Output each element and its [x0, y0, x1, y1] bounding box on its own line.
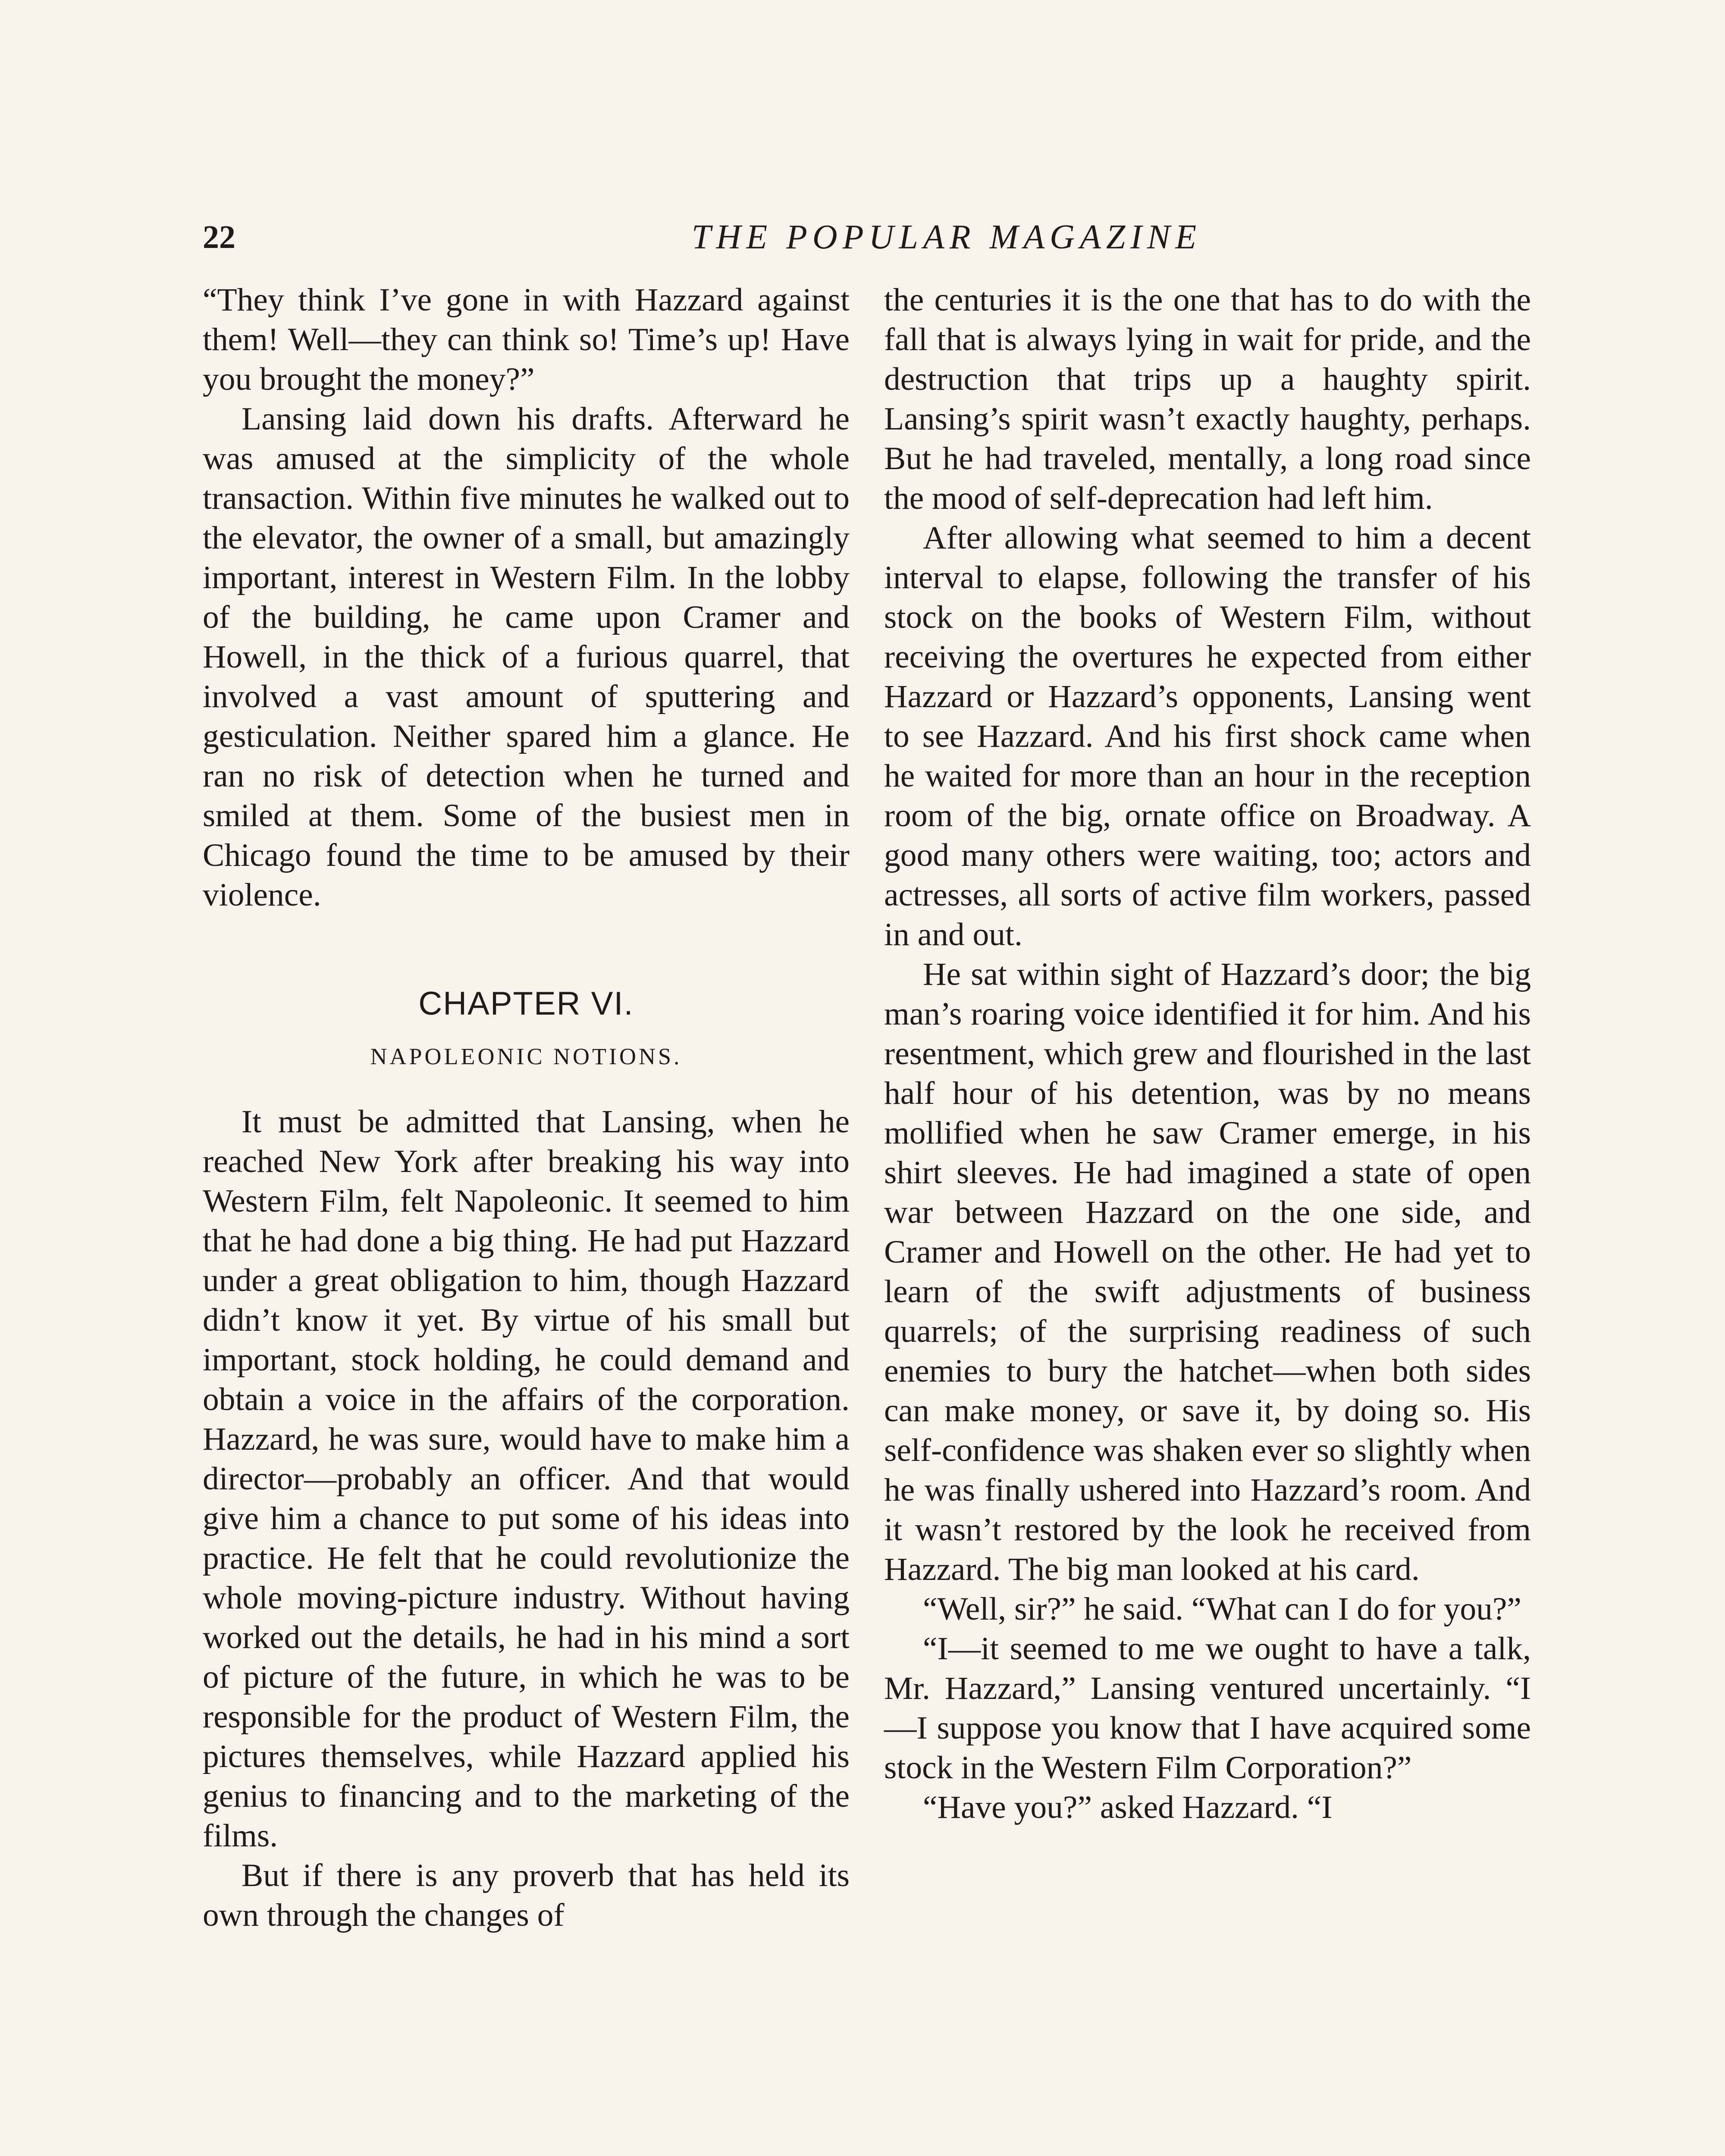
- paragraph: But if there is any proverb that has held its own through the changes of: [203, 1858, 850, 1933]
- chapter-subtitle: NAPOLEONIC NOTIONS.: [370, 1044, 682, 1069]
- paragraph: “Have you?” asked Hazzard. “I: [923, 1789, 1333, 1825]
- paragraph: Lansing laid down his drafts. Afterward he was amused at the simplicity of the whole transaction. Within five minutes he walked out to the elevator, the owner of a small, but amazingly important, interest in Western Film. In the lobby of the building, he came upon Cramer and Howell, in the thick of a furious quarrel, that involved a vast amount of sputtering and gesticulation. Neither spared him a glance. He ran no risk of detection when he turned and smiled at them. Some of the busiest men in Chicago found the time to be amused by their violence.: [203, 401, 850, 913]
- page-number: 22: [203, 219, 235, 255]
- chapter-title: CHAPTER VI.: [418, 985, 634, 1022]
- paragraph: “Well, sir?” he said. “What can I do for you?”: [923, 1591, 1521, 1627]
- left-column: [203, 280, 850, 1935]
- page-header: [203, 207, 1518, 267]
- paragraph: the centuries it is the one that has to do with the fall that is always lying in wait for pride, and the destruction that trips up a haughty spirit. Lansing’s spirit wasn’t exactly haughty, perhaps. But he had traveled, mentally, a long road since the mood of self-deprecation had left him.: [884, 282, 1531, 516]
- paragraph: It must be admitted that Lansing, when he reached New York after breaking his way into Western Film, felt Napoleonic. It seemed to him that he had done a big thing. He had put Hazzard under a great obligation to him, though Hazzard didn’t know it yet. By virtue of his small but important, stock holding, he could demand and obtain a voice in the affairs of the corporation. Hazzard, he was sure, would have to make him a director—probably an officer. And that would give him a chance to put some of his ideas into practice. He felt that he could revolutionize the whole moving-picture industry. Without having worked out the details, he had in his mind a sort of picture of the future, in which he was to be responsible for the product of Western Film, the pictures themselves, while Hazzard applied his genius to financing and to the marketing of the films.: [203, 1104, 850, 1854]
- running-head: THE POPULAR MAGAZINE: [691, 218, 1202, 256]
- paragraph: “I—it seemed to me we ought to have a talk, Mr. Hazzard,” Lansing ventured uncertainly. “I—I suppose you know that I have acquired some stock in the Western Film Corporation?”: [884, 1631, 1531, 1786]
- right-column: [884, 280, 1531, 1827]
- paragraph: After allowing what seemed to him a decent interval to elapse, following the transfer of his stock on the books of Western Film, without receiving the overtures he expected from either Hazzard or Hazzard’s opponents, Lansing went to see Hazzard. And his first shock came when he waited for more than an hour in the reception room of the big, ornate office on Broadway. A good many others were waiting, too; actors and actresses, all sorts of active film workers, passed in and out.: [884, 520, 1531, 953]
- paragraph: “They think I’ve gone in with Hazzard against them! Well—they can think so! Time’s up! Have you brought the money?”: [203, 282, 850, 397]
- paragraph: He sat within sight of Hazzard’s door; the big man’s roaring voice identified it for him. And his resentment, which grew and flourished in the last half hour of his detention, was by no means mollified when he saw Cramer emerge, in his shirt sleeves. He had imagined a state of open war between Hazzard on the one side, and Cramer and Howell on the other. He had yet to learn of the swift adjustments of business quarrels; of the surprising readiness of such enemies to bury the hatchet—when both sides can make money, or save it, by doing so. His self-confidence was shaken ever so slightly when he was finally ushered into Hazzard’s room. And it wasn’t restored by the look he received from Hazzard. The big man looked at his card.: [884, 956, 1531, 1587]
